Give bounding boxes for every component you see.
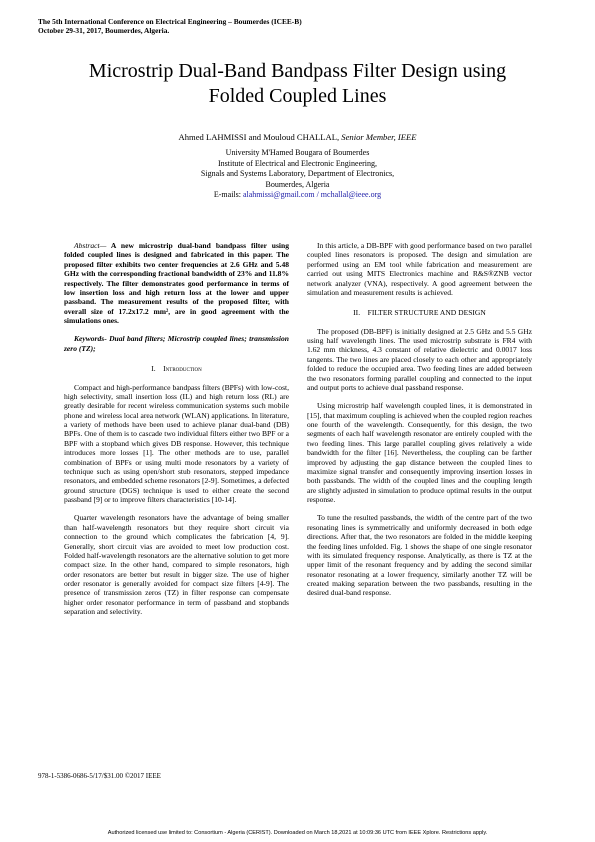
right-column [307, 241, 532, 598]
abstract-paragraph [64, 241, 289, 325]
design-paragraph-2: Using microstrip half wavelength coupled lines, it is demonstrated in [15], that maximum coupling is achieved when the coupled region reaches one fourth of the wavelength. Consequently, for this design, the two segments of each half wavelength resonator are entirely coupled with the two feeding lines. This large parallel coupling gives relatively a wide bandwidth for the filter [16]. Nevertheless, the coupling can be farther improved by adjusting the gap distance between the coupled lines to maximize signal transfer and consequently improving insertion losses in both passbands. The width of the coupled lines and the coupling length are slightly adjusted in simulation to produce optimal results in the output response. [307, 401, 532, 504]
email-link-1[interactable]: alahmissi@gmail.com [242, 190, 315, 199]
conference-line-2: October 29-31, 2017, Boumerdes, Algeria. [38, 26, 170, 36]
affiliation-laboratory: Signals and Systems Laboratory, Department of Electronics, [200, 169, 395, 178]
section-1-heading [64, 364, 289, 373]
authorized-use-footer: Authorized licensed use limited to: Consortium - Algeria (CERIST). Downloaded on March 18,2021 at 10:09:36 UTC from IEEE Xplore. Restrictions apply. [107, 830, 488, 836]
affiliation-location: Boumerdes, Algeria [265, 179, 330, 189]
affiliation-institute: Institute of Electrical and Electronic Engineering, [217, 158, 378, 168]
intro-paragraph-3: In this article, a DB-BPF with good performance based on two parallel coupled lines resonators is proposed. The design and simulation are performed using an EM tool while fabrication and measurement are carried out using MITS Electronics machine and R&S®ZNB vector network analyzer (VNA), respectively. A good agreement between the simulation and measurement results is achieved. [307, 241, 532, 297]
abstract-text: A new microstrip dual-band bandpass filter using folded coupled lines is designed and fabricated in this paper. The proposed filter exhibits two center frequencies at 2.6 GHz and 5.48 GHz with the corresponding fractional bandwidth of 23% and 11.8% respectively. The filter demonstrates good performance in terms of low insertion loss and high return loss at the lower and upper passband. The measurement results of the proposed filter, with overall size of 17.2x17.2 mm², are in good agreement with the simulations ones. [64, 241, 289, 325]
section-2-heading [307, 308, 532, 317]
affiliation-university: University M'Hamed Bougara of Boumerdes [225, 148, 370, 157]
email-label: E-mails: [213, 190, 243, 199]
design-paragraph-3: To tune the resulted passbands, the width of the centre part of the two resonating lines is symmetrically and uniformly decreased in both edge directions. After that, the two resonators are folded in the middle keeping the feeding lines unfolded. Fig. 1 shows the shape of one single resonator with its simulated frequency response. Analytically, as there is TZ at the upper limit of the resonant frequency and by adding the second similar resonator resonating at a lower frequency, similarly another TZ will be created making separation between the two passbands, resulting in the desired dual-band response. [307, 513, 532, 598]
isbn-footer: 978-1-5386-0686-5/17/$31.00 ©2017 IEEE [38, 772, 161, 780]
conference-header [38, 17, 302, 36]
abstract-lead: Abstract— [74, 241, 107, 250]
left-column [64, 241, 289, 617]
intro-paragraph-1: Compact and high-performance bandpass filters (BPFs) with low-cost, high selectivity, small insertion loss (IL) and high return loss (RL) are greatly desirable for recent wireless communication systems such mobile phone and wireless local area network (WLAN) applications. In literature, a variety of methods have been used to achieve planar dual-band (DB) BPFs. One of them is to cascade two individual filters either two BPF or a BPF with a stopband which gives DB response. However, this technique introduces more losses [1]. The other methods are to use, parallel combination of BPFs or using multi mode resonators by a variety of technique such as using open/short stub resonators, stepped impedance resonators, and embedded scheme resonators [2-9]. Sometimes, a defected ground structure (DGS) technique is used to either create the second passband [9] or to improve filters characteristics [10-14]. [64, 382, 289, 504]
section-2-title: FILTER STRUCTURE AND DESIGN [367, 308, 486, 318]
title-line-2: Folded Coupled Lines [208, 84, 387, 107]
email-separator: / [314, 190, 321, 199]
section-2-number: II. [353, 308, 361, 318]
keywords-lead: Keywords- [74, 334, 107, 344]
keywords-text: Dual band filters; Microstrip coupled lines; transmission zero (TZ); [64, 334, 289, 353]
email-link-2[interactable]: mchallal@ieee.org [320, 190, 382, 199]
author-names: Ahmed LAHMISSI and Mouloud CHALLAL, [178, 132, 342, 142]
section-1-number: I. [151, 364, 156, 374]
section-1-title: Introduction [163, 364, 202, 374]
design-paragraph-1: The proposed (DB-BPF) is initially designed at 2.5 GHz and 5.5 GHz using half wavelength lines. The used microstrip substrate is FR4 with 1.62 mm thickness, 4.3 constant of relative dielectric and 0.0017 loss tangents. The two lines are placed closely to each other and appropriately folded to reduce the occupied area. Two feeding lines are added between the two resonators forming parallel coupling and connected to the input and output ports to achieve dual passband response. [307, 326, 532, 392]
author-role: Senior Member, IEEE [341, 132, 417, 142]
affiliation-block [20, 148, 575, 201]
intro-paragraph-2: Quarter wavelength resonators have the advantage of being smaller than half-wavelength resonators but they require short circuit via connection to the ground which complicates the fabrication [4, 9]. Generally, short circuit vias are avoided to meet low production cost. Folded half-wavelength resonators are the alternative solution to get more compact size. In the other hand, compared to simple resonators, high order resonators are better but result in bigger size. The use of higher order resonator is generally avoided for compact size filters [4-9]. The presence of transmission zeros (TZ) in filter response can compensate higher order resonator performance in term of passband and stopbands separation and selectivity. [64, 513, 289, 617]
author-line [20, 132, 575, 143]
keywords-paragraph [64, 334, 289, 353]
paper-title [20, 59, 575, 108]
conference-line-1: The 5th International Conference on Electrical Engineering – Boumerdes (ICEE-B) [38, 17, 302, 26]
title-line-1: Microstrip Dual-Band Bandpass Filter Design using [88, 60, 507, 82]
email-line [20, 190, 575, 201]
